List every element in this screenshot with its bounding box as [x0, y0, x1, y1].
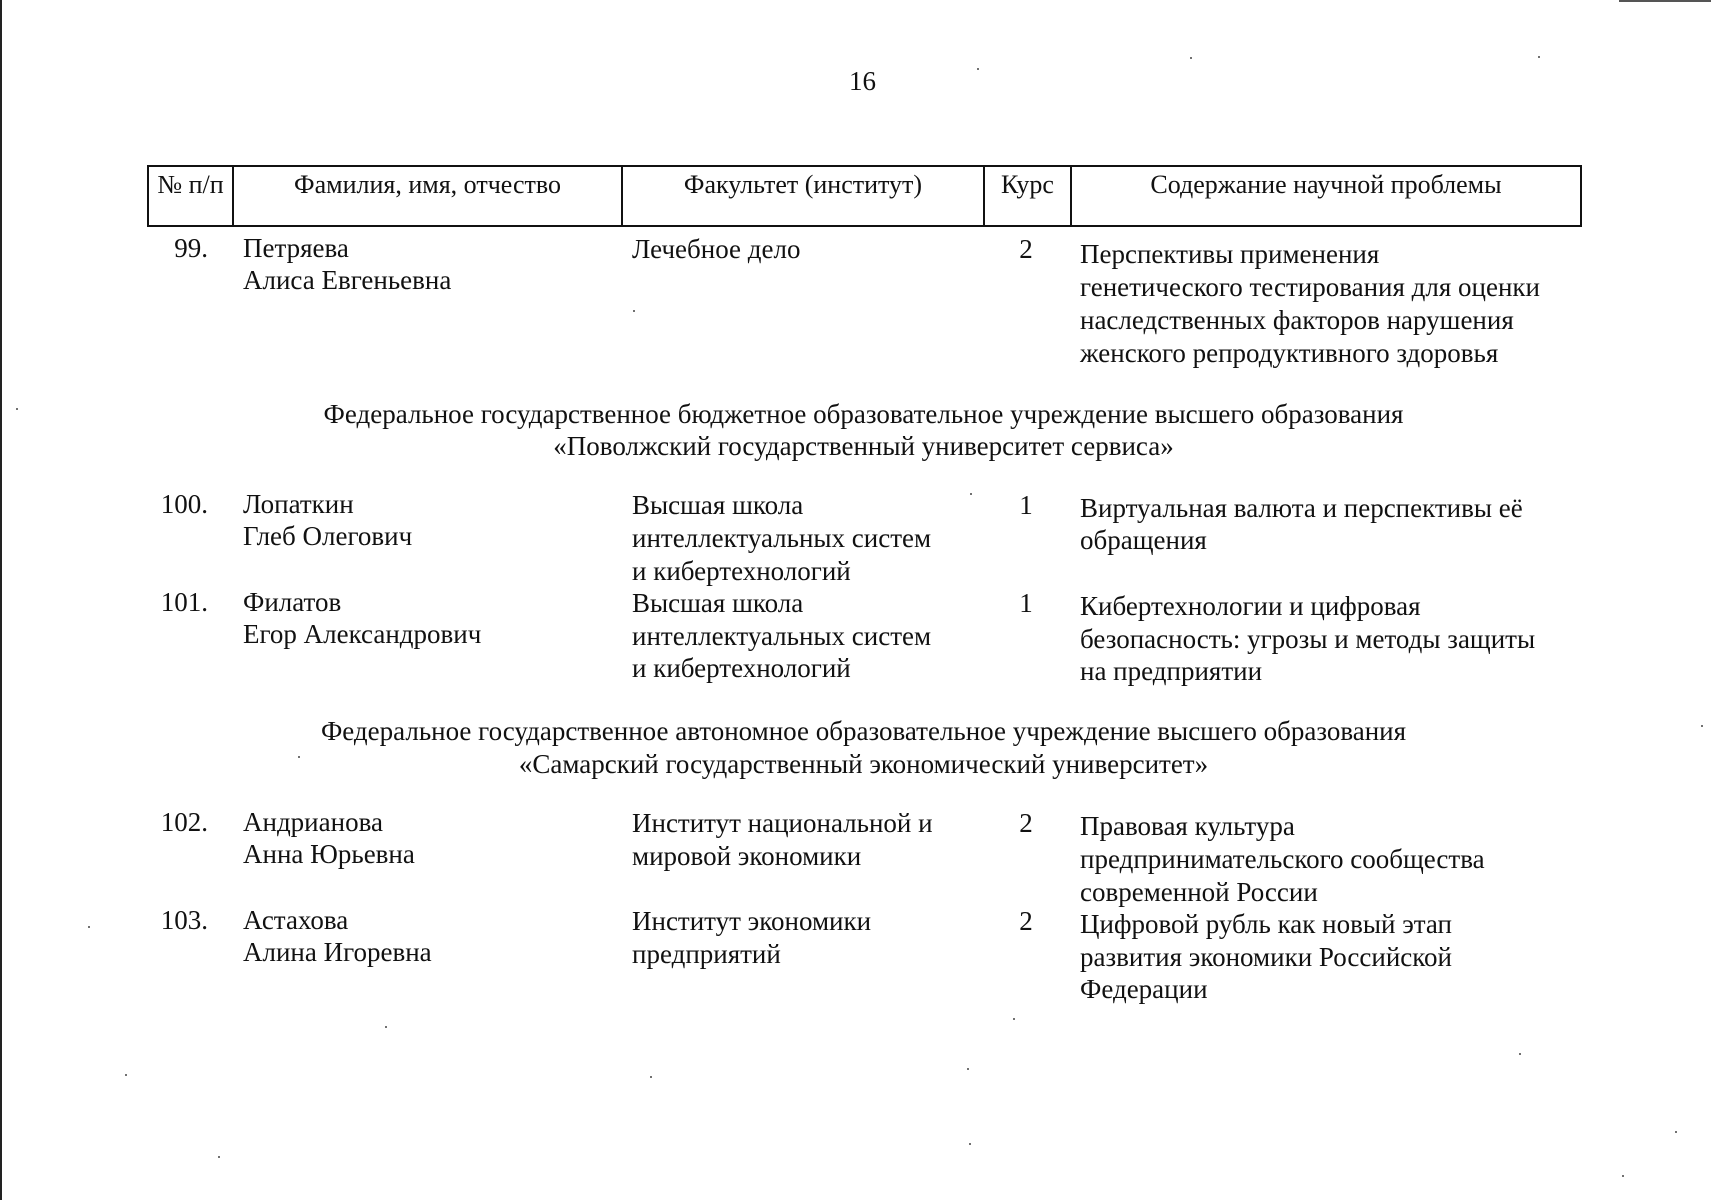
header-course-label: Курс	[1001, 170, 1054, 199]
header-faculty	[622, 166, 984, 226]
row-num: 100.	[160, 489, 208, 519]
row-name-given: Анна Юрьевна	[243, 839, 415, 869]
row-faculty-line: интеллектуальных систем	[632, 621, 932, 651]
header-course	[984, 166, 1071, 226]
header-problem	[1071, 166, 1581, 226]
header-num	[148, 166, 233, 226]
row-num: 102.	[160, 807, 208, 837]
row-name-given: Алина Игоревна	[243, 937, 432, 967]
table-header	[147, 165, 1582, 227]
row-course: 1	[1019, 588, 1033, 618]
organization-title: «Поволжский государственный университет сервиса»	[553, 431, 1174, 461]
row-name-surname: Петряева	[243, 233, 349, 263]
header-faculty-label: Факультет (институт)	[683, 170, 923, 199]
row-course: 2	[1019, 906, 1033, 936]
row-problem-line: Кибертехнологии и цифровая	[1080, 591, 1421, 621]
row-problem-line: Цифровой рубль как новый этап	[1080, 909, 1452, 939]
scan-speck	[218, 1156, 220, 1158]
header-name	[233, 166, 622, 226]
row-problem-line: современной России	[1080, 877, 1318, 907]
row-course: 2	[1019, 808, 1033, 838]
row-num: 101.	[160, 587, 208, 617]
scan-speck	[1622, 1175, 1624, 1177]
scan-left-edge	[0, 0, 2, 1200]
page-number: 16	[849, 66, 876, 96]
row-course: 2	[1019, 234, 1033, 264]
scan-speck	[977, 68, 979, 70]
row-faculty-line: и кибертехнологий	[632, 556, 851, 586]
scan-speck	[88, 926, 90, 928]
scan-speck	[298, 756, 300, 758]
scan-speck	[1013, 1018, 1015, 1020]
row-name-given: Глеб Олегович	[243, 521, 413, 551]
scan-speck	[1190, 57, 1192, 59]
row-problem-line: наследственных факторов нарушения	[1080, 305, 1514, 335]
row-faculty-line: мировой экономики	[632, 841, 862, 871]
row-name-surname: Филатов	[243, 587, 342, 617]
scan-speck	[1675, 1131, 1677, 1133]
scan-top-edge	[1619, 0, 1711, 2]
row-faculty-line: Высшая школа	[632, 490, 804, 520]
row-faculty-line: Институт экономики	[632, 906, 872, 936]
scan-speck	[1538, 56, 1540, 58]
row-name-surname: Лопаткин	[243, 489, 354, 519]
row-faculty-line: предприятий	[632, 939, 781, 969]
row-problem-line: безопасность: угрозы и методы защиты	[1080, 624, 1536, 654]
header-problem-label: Содержание научной проблемы	[1150, 170, 1502, 199]
row-name-surname: Андрианова	[243, 807, 383, 837]
scan-speck	[970, 493, 972, 495]
row-problem-line: Перспективы применения	[1080, 239, 1380, 269]
row-name-surname: Астахова	[243, 905, 349, 935]
row-faculty-line: Высшая школа	[632, 588, 804, 618]
row-problem-line: женского репродуктивного здоровья	[1080, 338, 1499, 368]
row-num: 103.	[160, 905, 208, 935]
row-faculty-line: Институт национальной и	[632, 808, 933, 838]
scan-speck	[969, 1143, 971, 1145]
row-faculty: Лечебное дело	[632, 234, 801, 264]
organization-name: Федеральное государственное бюджетное образовательное учреждение высшего образования	[323, 399, 1404, 429]
organization-name: Федеральное государственное автономное образовательное учреждение высшего образования	[320, 716, 1407, 746]
header-num-label: № п/п	[157, 170, 224, 199]
row-problem-line: предпринимательского сообщества	[1080, 844, 1485, 874]
row-problem-line: развития экономики Российской	[1080, 942, 1452, 972]
row-faculty-line: интеллектуальных систем	[632, 523, 932, 553]
row-problem-line: Федерации	[1080, 974, 1208, 1004]
scan-speck	[385, 1026, 387, 1028]
row-problem-line: Виртуальная валюта и перспективы её	[1080, 493, 1523, 523]
row-problem-line: на предприятии	[1080, 656, 1263, 686]
row-name-given: Егор Александрович	[243, 619, 482, 649]
scan-speck	[125, 1074, 127, 1076]
row-course: 1	[1019, 490, 1033, 520]
row-name-given: Алиса Евгеньевна	[243, 265, 452, 295]
scan-speck	[650, 1076, 652, 1078]
header-name-label: Фамилия, имя, отчество	[294, 170, 561, 199]
scan-speck	[967, 1068, 969, 1070]
scan-speck	[16, 408, 18, 410]
scan-speck	[633, 310, 635, 312]
row-faculty-line: и кибертехнологий	[632, 653, 851, 683]
row-problem-line: Правовая культура	[1080, 811, 1295, 841]
scan-speck	[1519, 1053, 1521, 1055]
organization-title: «Самарский государственный экономический университет»	[518, 749, 1209, 779]
row-problem-line: обращения	[1080, 525, 1207, 555]
row-problem-line: генетического тестирования для оценки	[1080, 272, 1540, 302]
row-num: 99.	[174, 233, 208, 263]
scan-speck	[1701, 725, 1703, 727]
